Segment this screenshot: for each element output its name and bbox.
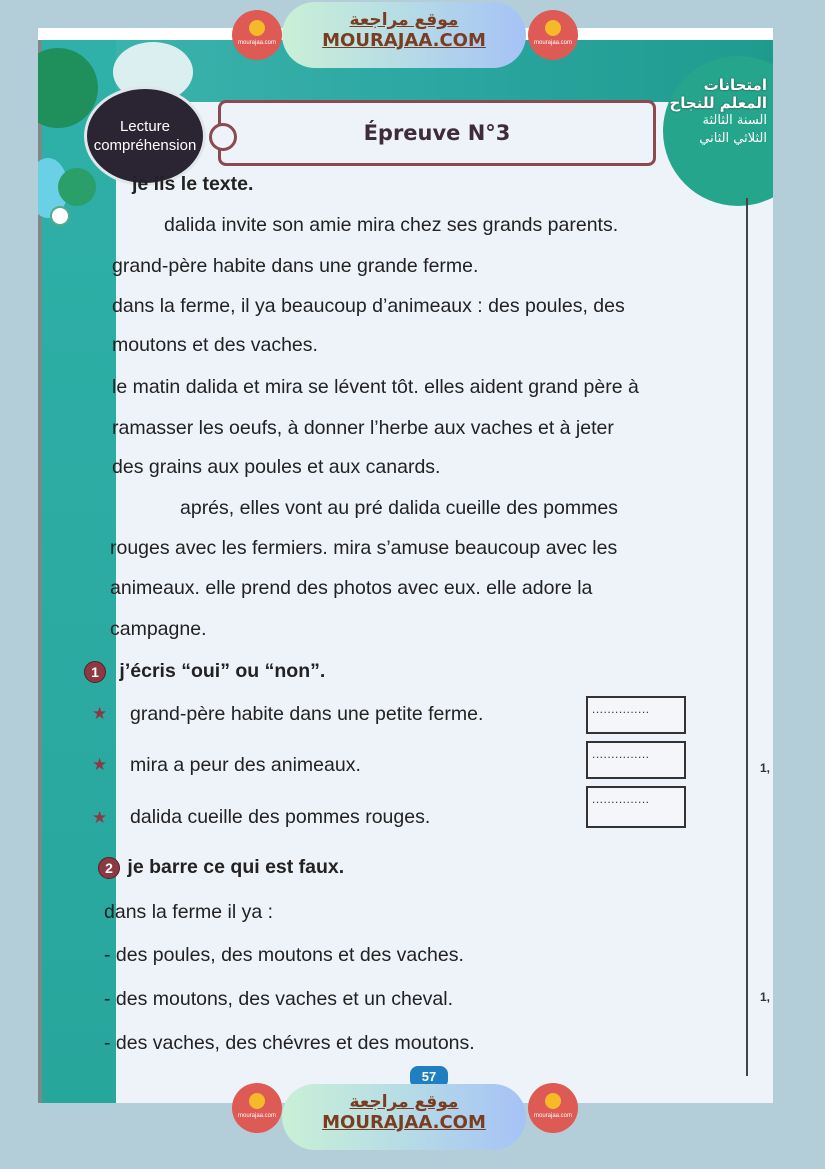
- exercise2-heading: [98, 856, 344, 879]
- score-mark: 1,: [760, 990, 771, 1004]
- exercise-number-badge: 2: [98, 857, 120, 879]
- text-line: dalida invite son amie mira chez ses grands parents.: [164, 214, 619, 236]
- page-number: 57: [410, 1066, 448, 1088]
- answer-box-2[interactable]: ...............: [586, 741, 686, 779]
- watermark-banner-top[interactable]: [282, 2, 526, 68]
- star-icon: ★: [92, 808, 108, 827]
- page-title: Épreuve N°3: [363, 121, 511, 145]
- text-line: campagne.: [110, 618, 207, 640]
- section-label-line2: compréhension: [93, 137, 197, 154]
- text-line: dans la ferme, il ya beaucoup d’animeaux : des poules, des: [112, 295, 625, 317]
- watermark-logo-icon: mourajaa.com: [232, 1083, 282, 1133]
- publisher-badge: [663, 56, 773, 206]
- worksheet-page: [38, 28, 773, 1103]
- exercise2-instruction: je barre ce qui est faux.: [127, 856, 345, 878]
- exercise1-heading: [84, 660, 325, 683]
- watermark-logo-icon: mourajaa.com: [232, 10, 282, 60]
- answer-box-3[interactable]: ...............: [586, 786, 686, 828]
- decor-bubble: [58, 168, 96, 206]
- badge-line: الثلاثي الثاني: [699, 131, 767, 146]
- watermark-logo-icon: mourajaa.com: [528, 10, 578, 60]
- option-1[interactable]: - des poules, des moutons et des vaches.: [104, 944, 464, 966]
- text-line: animeaux. elle prend des photos avec eux. elle adore la: [110, 577, 593, 599]
- section-label: [84, 86, 206, 186]
- text-line: le matin dalida et mira se lévent tôt. elles aident grand père à: [112, 376, 639, 398]
- margin-line: [746, 198, 748, 1076]
- statement-2: mira a peur des animeaux.: [130, 754, 361, 776]
- text-line: rouges avec les fermiers. mira s’amuse beaucoup avec les: [110, 537, 618, 559]
- text-line: des grains aux poules et aux canards.: [112, 456, 441, 478]
- option-3[interactable]: - des vaches, des chévres et des moutons.: [104, 1032, 475, 1054]
- exercise1-instruction: j’écris “oui” ou “non”.: [119, 660, 326, 682]
- score-mark: 1,: [760, 761, 771, 775]
- text-line: aprés, elles vont au pré dalida cueille des pommes: [180, 497, 618, 519]
- text-line: ramasser les oeufs, à donner l’herbe aux vaches et à jeter: [112, 417, 614, 439]
- text-line: moutons et des vaches.: [112, 334, 318, 356]
- answer-box-1[interactable]: ...............: [586, 696, 686, 734]
- watermark-site: MOURAJAA.COM: [322, 30, 486, 51]
- watermark-banner-bottom[interactable]: [282, 1084, 526, 1150]
- badge-line: المعلم للنجاح: [669, 94, 767, 112]
- option-2[interactable]: - des moutons, des vaches et un cheval.: [104, 988, 454, 1010]
- statement-3: dalida cueille des pommes rouges.: [130, 806, 431, 828]
- text-line: grand-père habite dans une grande ferme.: [112, 255, 479, 277]
- exercise-number-badge: 1: [84, 661, 106, 683]
- watermark-site: MOURAJAA.COM: [322, 1112, 486, 1133]
- star-icon: ★: [92, 755, 108, 774]
- watermark-arabic: موقع مراجعة: [349, 10, 459, 30]
- statement-1: grand-père habite dans une petite ferme.: [130, 703, 484, 725]
- badge-line: السنة الثالثة: [702, 113, 767, 128]
- star-icon: ★: [92, 704, 108, 723]
- exercise2-intro: dans la ferme il ya :: [104, 901, 274, 923]
- section-label-line1: Lecture: [119, 118, 171, 135]
- title-frame: [218, 100, 656, 166]
- watermark-logo-icon: mourajaa.com: [528, 1083, 578, 1133]
- badge-line: امتحانات: [703, 76, 767, 94]
- decor-bubble: [50, 206, 70, 226]
- reading-instruction: je lis le texte.: [132, 173, 254, 195]
- watermark-arabic: موقع مراجعة: [349, 1092, 459, 1112]
